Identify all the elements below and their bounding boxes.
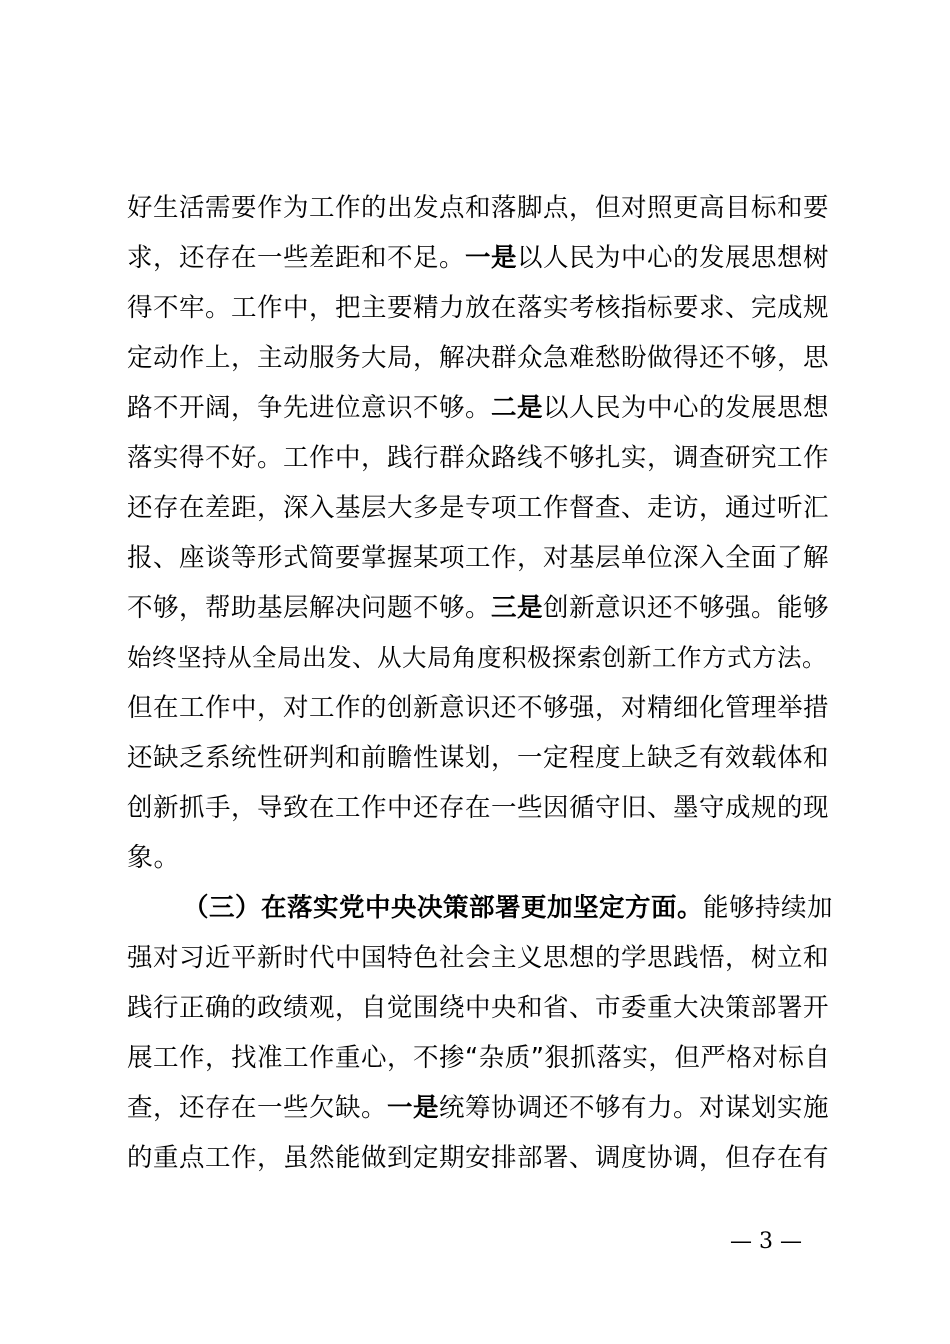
text-line — [127, 533, 839, 583]
text-line — [127, 583, 839, 633]
text-line — [127, 433, 839, 483]
text-line — [127, 1133, 839, 1183]
page-number: — 3 — — [730, 1229, 802, 1254]
text-run: 象。 — [127, 843, 181, 873]
bold-text-run: （三）在落实党中央决策部署更加坚定方面。 — [183, 893, 704, 923]
text-run: 统筹协调还不够有力。对谋划实施 — [439, 1093, 830, 1123]
text-line — [127, 383, 839, 433]
text-run: 践行正确的政绩观，自觉围绕中央和省、市委重大决策部署开 — [127, 993, 830, 1023]
text-line — [127, 833, 839, 883]
text-run: 报、座谈等形式简要掌握某项工作，对基层单位深入全面了解 — [127, 543, 830, 573]
bold-text-run: 二是 — [491, 393, 544, 423]
text-line — [127, 1033, 839, 1083]
text-line — [127, 983, 839, 1033]
text-line — [127, 733, 839, 783]
text-line — [127, 333, 839, 383]
text-line — [127, 633, 839, 683]
text-run: 落实得不好。工作中，践行群众路线不够扎实，调查研究工作 — [127, 443, 830, 473]
text-run: 始终坚持从全局出发、从大局角度积极探索创新工作方式方法。 — [127, 643, 827, 672]
text-run: 查，还存在一些欠缺。 — [127, 1093, 388, 1123]
text-run: 展工作，找准工作重心，不掺“杂质”狠抓落实，但严格对标自 — [127, 1043, 831, 1073]
text-run: 不够，帮助基层解决问题不够。 — [127, 593, 492, 623]
body-text — [127, 183, 839, 1183]
text-run: 还缺乏系统性研判和前瞻性谋划，一定程度上缺乏有效载体和 — [127, 743, 830, 773]
text-run: 求，还存在一些差距和不足。 — [127, 243, 466, 273]
text-line — [127, 883, 839, 933]
text-run: 强对习近平新时代中国特色社会主义思想的学思践悟，树立和 — [127, 943, 830, 973]
text-run: 路不开阔，争先进位意识不够。 — [127, 393, 492, 423]
text-run: 的重点工作，虽然能做到定期安排部署、调度协调，但存在有 — [127, 1143, 830, 1173]
bold-text-run: 一是 — [387, 1093, 440, 1123]
text-line — [127, 783, 839, 833]
text-run: 以人民为中心的发展思想树 — [517, 243, 830, 273]
text-run: 创新意识还不够强。能够 — [543, 593, 830, 623]
text-run: 定动作上，主动服务大局，解决群众急难愁盼做得还不够，思 — [127, 343, 830, 373]
text-line — [127, 483, 839, 533]
text-run: 以人民为中心的发展思想 — [543, 393, 830, 423]
text-run: 还存在差距，深入基层大多是专项工作督查、走访，通过听汇 — [127, 493, 830, 523]
text-line — [127, 283, 839, 333]
text-run: 好生活需要作为工作的出发点和落脚点，但对照更高目标和要 — [127, 193, 830, 223]
text-run: 能够持续加 — [703, 893, 834, 923]
bold-text-run: 一是 — [465, 243, 518, 273]
text-line — [127, 683, 839, 733]
text-run: 得不牢。工作中，把主要精力放在落实考核指标要求、完成规 — [127, 293, 830, 323]
text-run: 创新抓手，导致在工作中还存在一些因循守旧、墨守成规的现 — [127, 793, 830, 823]
text-line — [127, 233, 839, 283]
bold-text-run: 三是 — [491, 593, 544, 623]
text-line — [127, 183, 839, 233]
text-run: 但在工作中，对工作的创新意识还不够强，对精细化管理举措 — [127, 693, 830, 723]
text-line — [127, 933, 839, 983]
text-line — [127, 1083, 839, 1133]
